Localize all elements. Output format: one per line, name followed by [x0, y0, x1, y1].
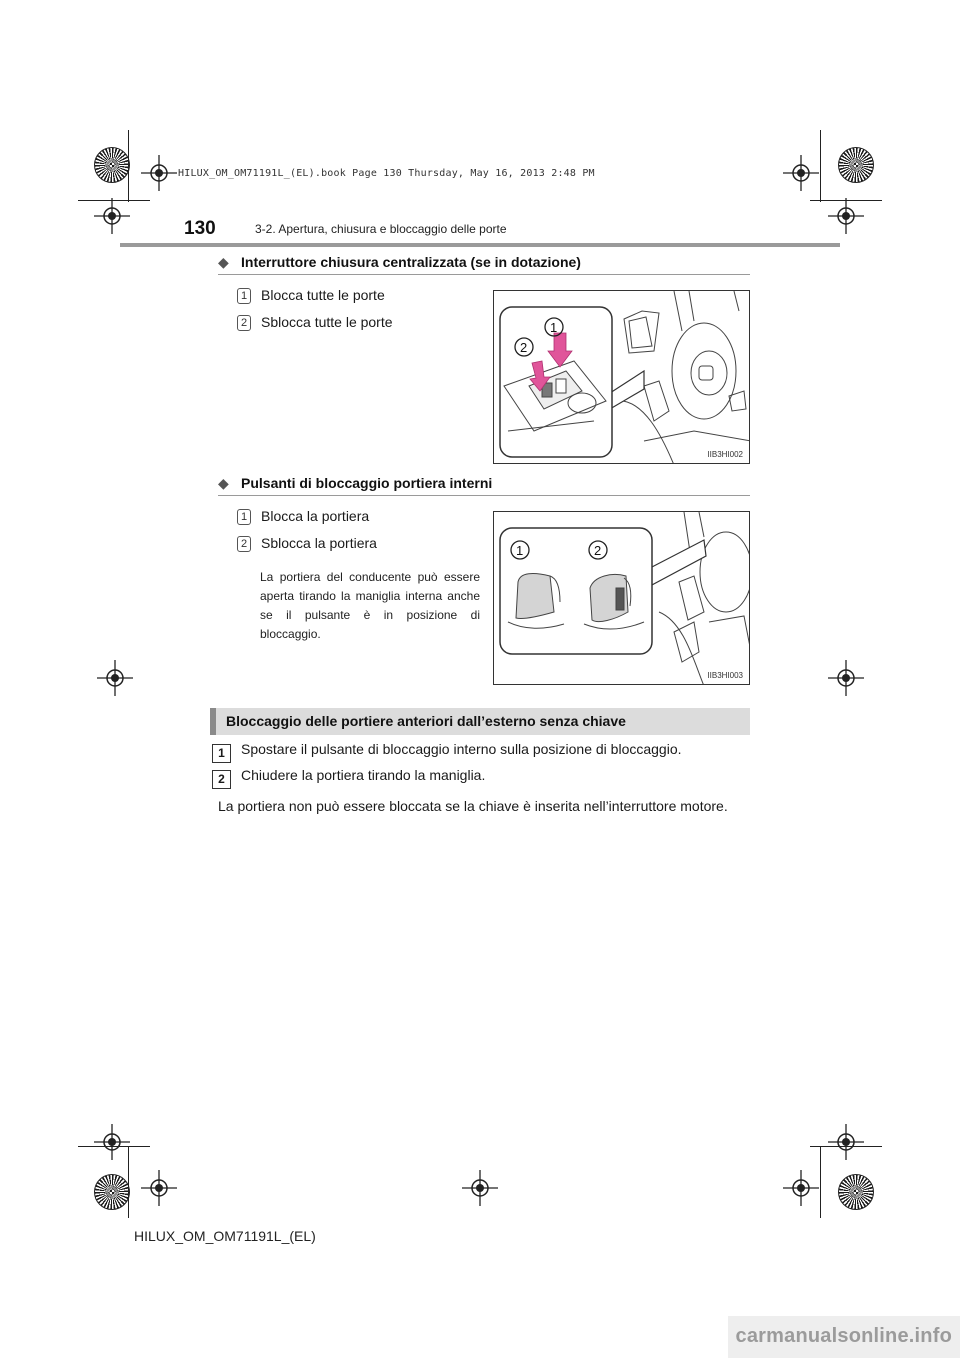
crosshair-mark: [97, 660, 133, 696]
item-text: Blocca tutte le porte: [261, 287, 385, 303]
figure-code: IIB3HI002: [707, 450, 743, 459]
item-text: Sblocca tutte le porte: [261, 314, 393, 330]
book-info-line: HILUX_OM_OM71191L_(EL).book Page 130 Thursday, May 16, 2013 2:48 PM: [178, 168, 595, 179]
heading-text: Pulsanti di bloccaggio portiera interni: [241, 475, 493, 491]
crosshair-mark: [828, 1124, 864, 1160]
item-number: 1: [237, 288, 251, 304]
item-text: Blocca la portiera: [261, 508, 370, 524]
step-text: Chiudere la portiera tirando la maniglia.: [241, 767, 486, 783]
diamond-bullet-icon: ◆: [218, 254, 229, 270]
callout-2: 2: [520, 340, 528, 355]
crosshair-mark: [783, 155, 819, 191]
crosshair-mark: [828, 198, 864, 234]
internal-buttons-figure: [493, 511, 750, 685]
internal-buttons-heading: [218, 474, 750, 496]
central-lock-heading: [218, 253, 750, 275]
keyless-step-1: [212, 741, 682, 763]
internal-buttons-item-1: [237, 508, 369, 525]
crop-mark: [820, 130, 821, 202]
registration-target-bottom-right: [838, 1174, 874, 1210]
central-lock-figure: [493, 290, 750, 464]
diamond-bullet-icon: ◆: [218, 475, 229, 491]
crosshair-mark: [94, 1124, 130, 1160]
crosshair-mark: [141, 1170, 177, 1206]
crosshair-mark: [783, 1170, 819, 1206]
crosshair-mark: [828, 660, 864, 696]
crop-mark: [820, 1146, 821, 1218]
figure-code: IIB3HI003: [707, 671, 743, 680]
internal-buttons-item-2: [237, 535, 377, 552]
registration-target-top-left: [94, 147, 130, 183]
watermark: [728, 1316, 960, 1358]
footer-manual-code: HILUX_OM_OM71191L_(EL): [134, 1228, 316, 1244]
header-rule: [120, 243, 840, 247]
step-number: 2: [212, 770, 231, 789]
item-text: Sblocca la portiera: [261, 535, 377, 551]
driver-door-note: La portiera del conducente può essere aperta tirando la maniglia interna anche se il pulsante è in posizione di bloccaggio.: [260, 570, 480, 641]
registration-target-top-right: [838, 147, 874, 183]
callout-1: 1: [516, 543, 524, 558]
heading-text: Interruttore chiusura centralizzata (se in dotazione): [241, 254, 581, 270]
central-lock-item-2: [237, 314, 393, 331]
item-number: 1: [237, 509, 251, 525]
callout-1: 1: [550, 320, 558, 335]
keyless-step-2: [212, 767, 485, 789]
heading-text: Bloccaggio delle portiere anteriori dall’esterno senza chiave: [226, 713, 626, 729]
item-number: 2: [237, 536, 251, 552]
door-switch-illustration: [494, 291, 750, 464]
keyless-lock-note: La portiera non può essere bloccata se la chiave è inserita nell’interruttore motore.: [218, 798, 728, 814]
crop-mark: [128, 130, 129, 202]
step-number: 1: [212, 744, 231, 763]
page-number: 130: [184, 218, 216, 239]
lock-button-illustration: [494, 512, 750, 685]
central-lock-item-1: [237, 287, 385, 304]
crosshair-mark: [94, 198, 130, 234]
item-number: 2: [237, 315, 251, 331]
crosshair-mark: [462, 1170, 498, 1206]
step-text: Spostare il pulsante di bloccaggio interno sulla posizione di bloccaggio.: [241, 741, 682, 757]
keyless-lock-heading: [210, 708, 750, 735]
section-title: 3-2. Apertura, chiusura e bloccaggio delle porte: [255, 222, 507, 236]
crosshair-mark: [141, 155, 177, 191]
heading-accent-bar: [210, 708, 216, 735]
registration-target-bottom-left: [94, 1174, 130, 1210]
callout-2: 2: [594, 543, 602, 558]
watermark-text: carmanualsonline.info: [735, 1325, 952, 1347]
